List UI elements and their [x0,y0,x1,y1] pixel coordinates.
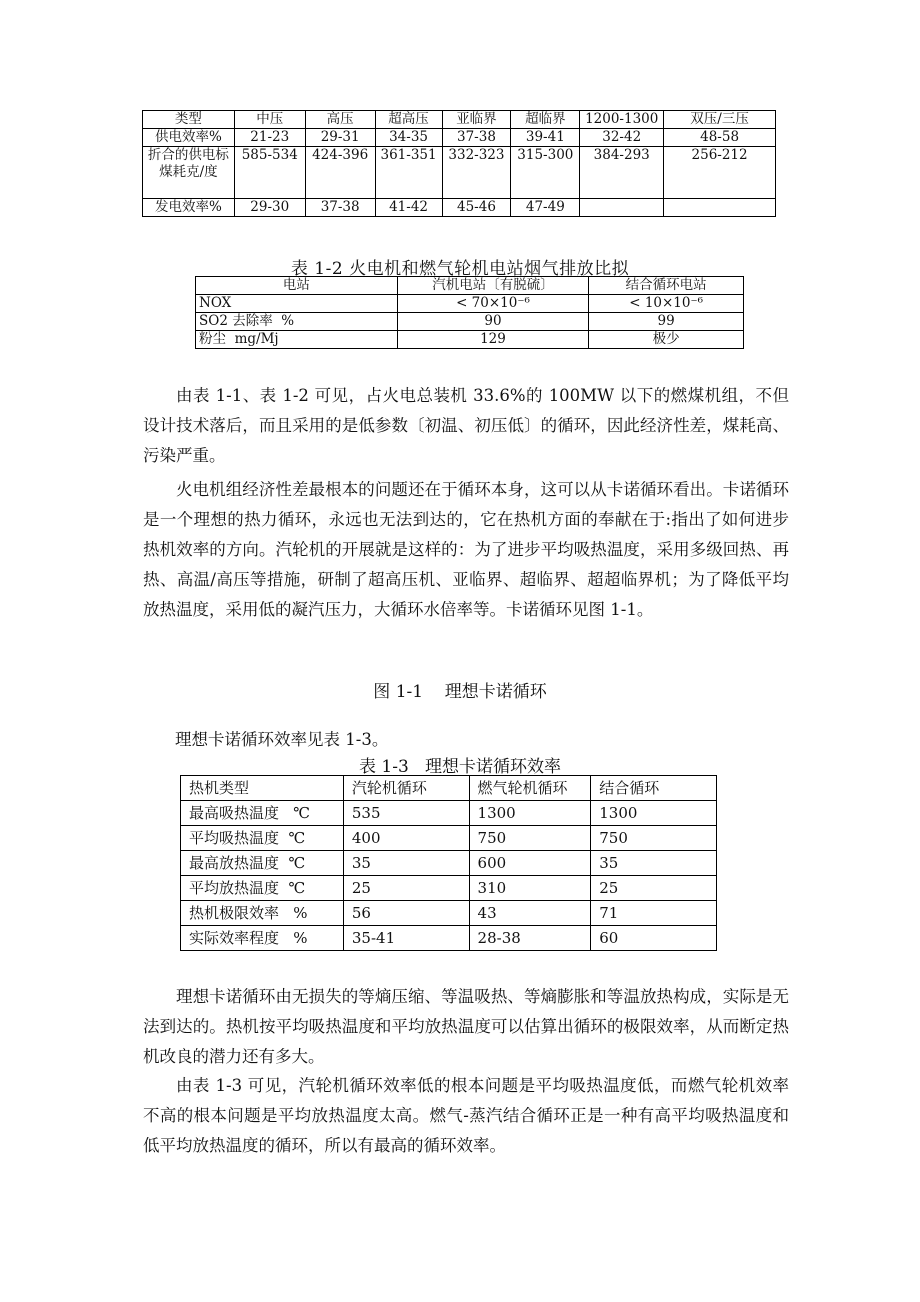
row-label: 最高吸热温度 ℃ [181,801,344,826]
table-row [196,313,744,331]
row-label: SO2 去除率 % [196,313,398,331]
table-cell: 45-46 [442,199,511,217]
table-cell: 384-293 [580,147,664,199]
row-label: NOX [196,295,398,313]
header-cell: 燃气轮机循环 [469,776,591,801]
table-1-3-title: 表 1-3 理想卡诺循环效率 [359,757,561,777]
table-cell: 29-30 [234,199,305,217]
table-cell: 28-38 [469,926,591,951]
table-cell: 35 [343,851,469,876]
table-row [181,926,717,951]
table-cell: 29-31 [305,129,375,147]
table-cell: 310 [469,876,591,901]
table-row [196,331,744,349]
row-label: 供电效率% [143,129,235,147]
table-cell: 56 [343,901,469,926]
table-cell: 43 [469,901,591,926]
table-cell: 71 [591,901,717,926]
table-row [143,199,776,217]
table-1-1 [142,110,776,217]
table-cell: 90 [397,313,589,331]
table-cell: 32-42 [580,129,664,147]
table-cell: 1300 [591,801,717,826]
table-cell: 361-351 [375,147,442,199]
paragraph: 火电机组经济性差最根本的问题还在于循环本身，这可以从卡诺循环看出。卡诺循环是一个理想的热力循环，永远也无法到达的，它在热机方面的奉献在于:指出了如何进步热机效率的方向。汽轮机的开展就是这样的：为了进步平均吸热温度，采用多级回热、再热、高温/高压等措施，研制了超高压机、亚临界、超临界、超超临界机；为了降低平均放热温度，采用低的凝汽压力，大循环水倍率等。卡诺循环见图 1-1。 [143,480,789,619]
table-cell: 332-323 [442,147,511,199]
table-cell: < 10×10⁻⁶ [589,295,744,313]
table-cell: 315-300 [511,147,580,199]
table-row [181,801,717,826]
table-cell: 37-38 [442,129,511,147]
table-cell: 60 [591,926,717,951]
header-cell: 超高压 [375,111,442,129]
table-cell: 48-58 [664,129,776,147]
table-row [143,129,776,147]
row-label: 折合的供电标煤耗克/度 [143,147,235,199]
header-cell: 中压 [234,111,305,129]
table-cell: 25 [591,876,717,901]
table-cell: 129 [397,331,589,349]
table-cell: 25 [343,876,469,901]
row-label: 平均吸热温度 ℃ [181,826,344,851]
table-cell: 35-41 [343,926,469,951]
table-row [143,147,776,199]
header-cell: 结合循环电站 [589,277,744,295]
header-cell: 汽机电站〔有脱硫〕 [397,277,589,295]
header-cell: 汽轮机循环 [343,776,469,801]
table-cell: 750 [591,826,717,851]
header-cell: 高压 [305,111,375,129]
row-label: 实际效率程度 % [181,926,344,951]
table-cell: 256-212 [664,147,776,199]
header-cell: 结合循环 [591,776,717,801]
table-cell: 41-42 [375,199,442,217]
header-cell: 1200-1300 [580,111,664,129]
table-cell: 424-396 [305,147,375,199]
table-header-row [181,776,717,801]
table-cell [580,199,664,217]
table-row [196,295,744,313]
table-header-row [143,111,776,129]
table-cell: 34-35 [375,129,442,147]
table-row [181,901,717,926]
table-cell: 585-534 [234,147,305,199]
paragraph: 由表 1-1、表 1-2 可见，占火电总装机 33.6%的 100MW 以下的燃煤机组，不但设计技术落后，而且采用的是低参数〔初温、初压低〕的循环，因此经济性差，煤耗高、污染严重。 [143,386,789,465]
table-cell: 99 [589,313,744,331]
table-cell: 400 [343,826,469,851]
table-row [181,876,717,901]
header-cell: 双压/三压 [664,111,776,129]
paragraph: 由表 1-3 可见，汽轮机循环效率低的根本问题是平均吸热温度低，而燃气轮机效率不高的根本问题是平均放热温度太高。燃气-蒸汽结合循环正是一种有高平均吸热温度和低平均放热温度的循环，所以有最高的循环效率。 [143,1076,789,1155]
table-1-2 [195,276,744,349]
figure-caption: 图 1-1 理想卡诺循环 [373,682,547,702]
row-label: 热机极限效率 % [181,901,344,926]
table-cell: 21-23 [234,129,305,147]
table-cell: 极少 [589,331,744,349]
header-cell: 热机类型 [181,776,344,801]
header-cell: 类型 [143,111,235,129]
paragraph: 理想卡诺循环效率见表 1-3。 [175,730,389,749]
table-1-3 [180,775,717,951]
table-cell [664,199,776,217]
table-header-row [196,277,744,295]
table-row [181,826,717,851]
table-cell: 535 [343,801,469,826]
table-1-2-title: 表 1-2 火电机和燃气轮机电站烟气排放比拟 [290,259,630,279]
table-row [181,851,717,876]
table-cell: 35 [591,851,717,876]
table-cell: 37-38 [305,199,375,217]
paragraph: 理想卡诺循环由无损失的等熵压缩、等温吸热、等熵膨胀和等温放热构成，实际是无法到达的。热机按平均吸热温度和平均放热温度可以估算出循环的极限效率，从而断定热机改良的潜力还有多大。 [143,987,789,1066]
table-cell: 1300 [469,801,591,826]
row-label: 最高放热温度 ℃ [181,851,344,876]
table-cell: 47-49 [511,199,580,217]
header-cell: 亚临界 [442,111,511,129]
header-cell: 超临界 [511,111,580,129]
row-label: 粉尘 mg/Mj [196,331,398,349]
row-label: 平均放热温度 ℃ [181,876,344,901]
table-cell: 600 [469,851,591,876]
row-label: 发电效率% [143,199,235,217]
table-cell: < 70×10⁻⁶ [397,295,589,313]
table-cell: 750 [469,826,591,851]
table-cell: 39-41 [511,129,580,147]
header-cell: 电站 [196,277,398,295]
